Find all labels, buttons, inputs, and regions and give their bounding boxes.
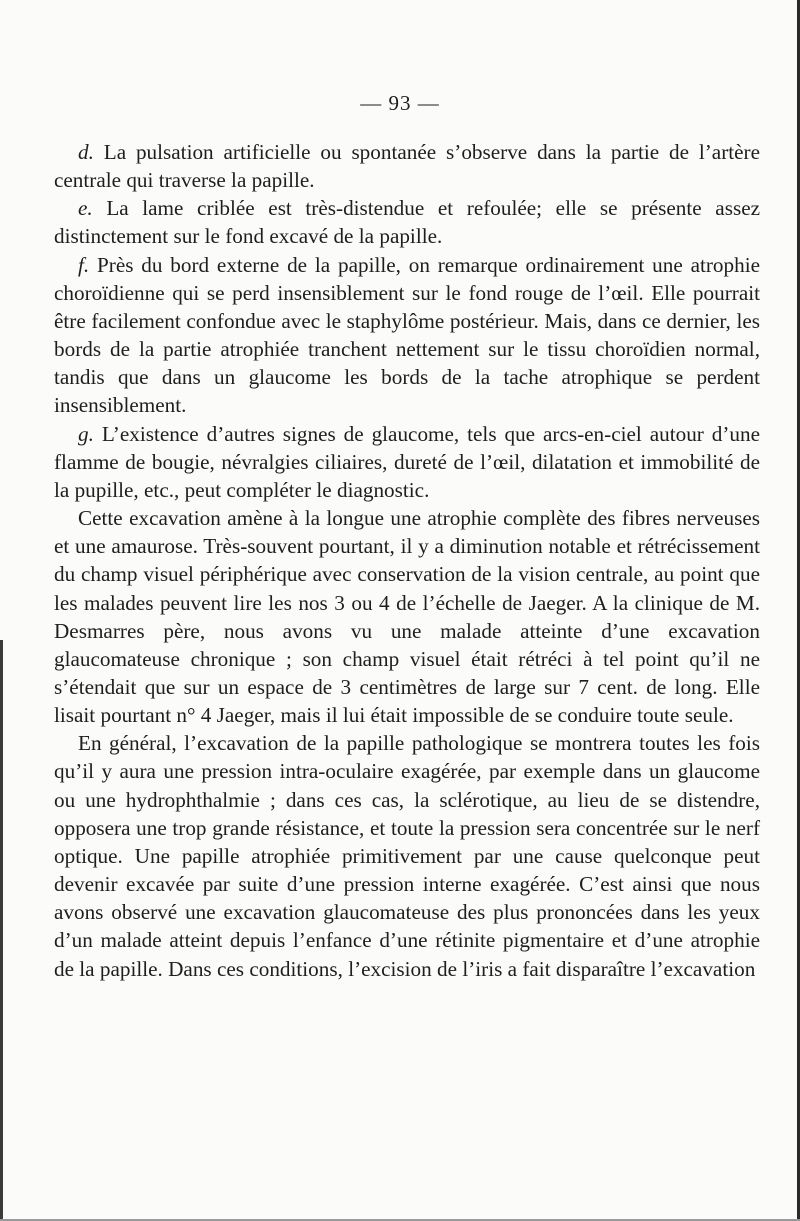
page-edge-left (0, 640, 3, 1221)
paragraph-e (54, 194, 760, 250)
paragraph-lead: g. (78, 421, 94, 446)
paragraph-text: Près du bord externe de la papille, on remarque ordinairement une atrophie choroïdienne qui se perd insensiblement sur le fond rouge de l’œil. Elle pourrait être facilement confondue avec le staphylôme postérieur. Mais, dans ce dernier, les bords de la partie atrophiée tranchent nettement sur le tissu choroïdien normal, tandis que dans un glaucome les bords de la tache atrophique se perdent insensiblement. (54, 252, 761, 418)
paragraph-text: L’existence d’autres signes de glaucome, tels que arcs-en-ciel autour d’une flamme de bougie, névralgies ciliaires, dureté de l’œil, dilatation et immobilité de la pupille, etc., peut compléter le diagnostic. (54, 421, 760, 502)
paragraph-lead: f. (78, 252, 90, 277)
paragraph-en-general (54, 729, 760, 982)
paragraph-text: La lame criblée est très-distendue et refoulée; elle se présente assez distinctement sur le fond excavé de la papille. (54, 196, 760, 249)
body-text (54, 138, 760, 983)
paragraph-lead: e. (78, 196, 93, 221)
paragraph-g (54, 420, 760, 504)
paragraph-text: En général, l’excavation de la papille pathologique se montrera toutes les fois qu’il y aura une pression intra-oculaire exagérée, par exemple dans un glaucome ou une hydrophthalmie ; dans ces cas, la sclérotique, au lieu de se distendre, opposera une trop grande résistance, et toute la pression sera concentrée sur le nerf optique. Une papille atrophiée primitivement par une cause quelconque peut devenir excavée par suite d’une pression interne exagérée. C’est ainsi que nous avons observé une excavation glaucomateuse des plus prononcées dans les yeux d’un malade atteint depuis l’enfance d’une rétinite pigmentaire et d’une atrophie de la papille. Dans ces conditions, l’excision de l’iris a fait disparaître l’excavation (54, 731, 760, 981)
page-number: — 93 — (360, 91, 440, 115)
paragraph-excavation (54, 504, 760, 729)
paragraph-text: Cette excavation amène à la longue une atrophie complète des fibres nerveuses et une amaurose. Très-souvent pourtant, il y a diminution notable et rétrécissement du champ visuel périphérique avec conservation de la vision centrale, au point que les malades peuvent lire les nos 3 ou 4 de l’échelle de Jaeger. A la clinique de M. Desmarres père, nous avons vu une malade atteinte d’une excavation glaucomateuse chronique ; son champ visuel était rétréci à tel point qu’il ne s’étendait que sur un espace de 3 centimètres de large sur 7 cent. de long. Elle lisait pourtant n° 4 Jaeger, mais il lui était impossible de se conduire toute seule. (54, 506, 760, 728)
paragraph-f (54, 251, 760, 420)
paragraph-lead: d. (78, 140, 94, 164)
paragraph-text: La pulsation artificielle ou spontanée s’observe dans la partie de l’artère centrale qui traverse la papille. (54, 140, 760, 193)
paragraph-d (54, 138, 760, 194)
